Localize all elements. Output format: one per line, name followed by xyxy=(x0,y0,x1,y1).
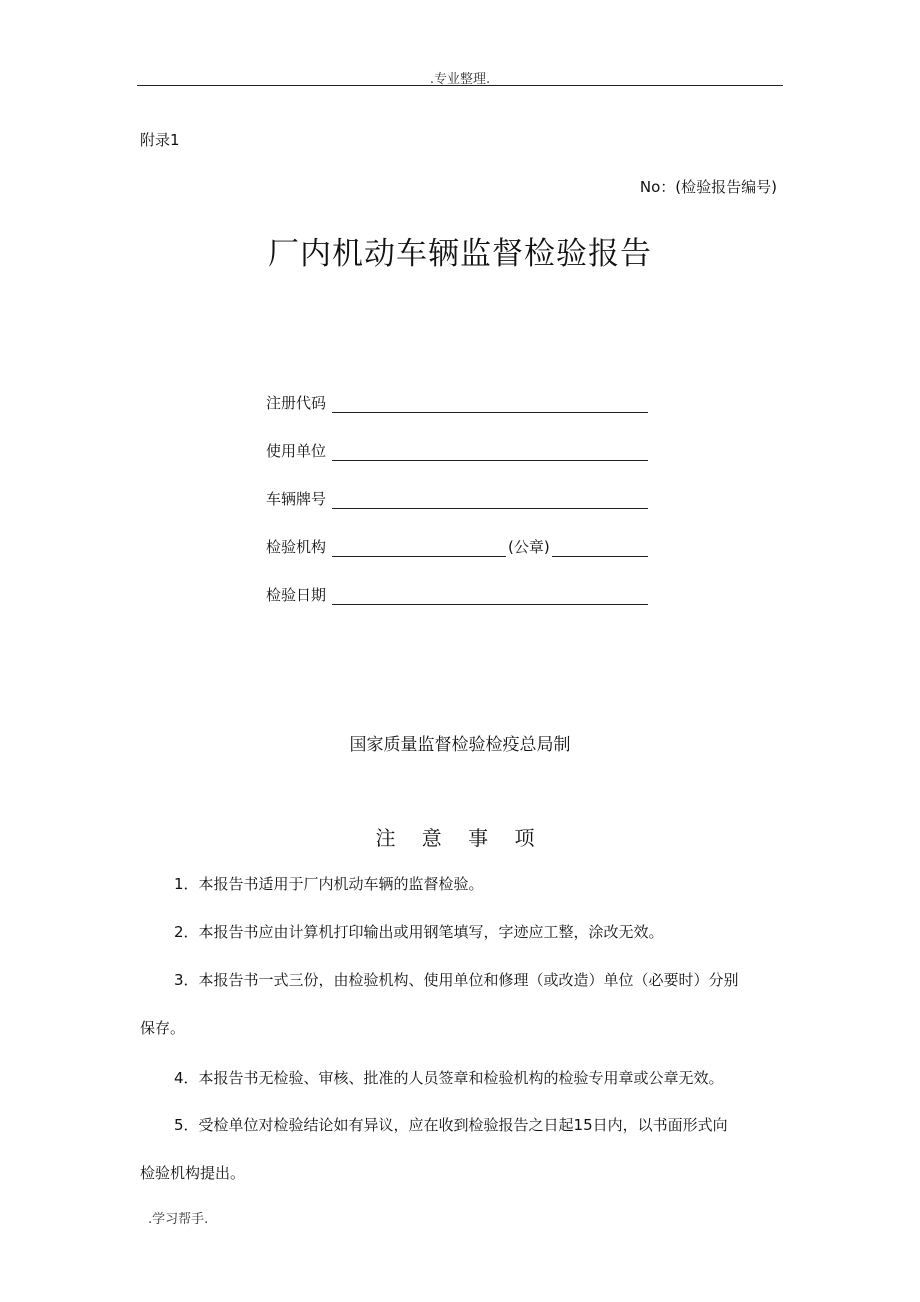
note-text: 检验机构提出。 xyxy=(140,1164,246,1182)
note-continuation xyxy=(140,1161,782,1185)
note-item xyxy=(140,872,782,896)
field-vehicle-plate xyxy=(266,485,648,509)
note-continuation xyxy=(140,1016,782,1040)
note-item xyxy=(140,1066,782,1090)
header-divider xyxy=(137,85,783,86)
note-text: 5．受检单位对检验结论如有异议，应在收到检验报告之日起15日内，以书面形式向 xyxy=(174,1116,728,1134)
note-text: 2．本报告书应由计算机打印输出或用钢笔填写，字迹应工整，涂改无效。 xyxy=(174,923,664,941)
field-label: 车辆牌号 xyxy=(266,490,327,508)
official-seal-note: (公章) xyxy=(508,538,550,556)
appendix-label: 附录1 xyxy=(140,131,180,149)
fill-in-line[interactable] xyxy=(332,508,648,509)
field-registration-code xyxy=(266,389,648,413)
field-label: 检验日期 xyxy=(266,586,327,604)
document-title: 厂内机动车辆监督检验报告 xyxy=(268,236,652,272)
field-inspection-agency xyxy=(266,533,648,557)
fill-in-line[interactable] xyxy=(332,460,648,461)
note-text: 1．本报告书适用于厂内机动车辆的监督检验。 xyxy=(174,875,484,893)
note-item xyxy=(140,1113,782,1137)
fill-in-line[interactable] xyxy=(332,604,648,605)
field-inspection-date xyxy=(266,581,648,605)
report-number: No：(检验报告编号) xyxy=(639,178,777,196)
page-footer: .学习帮手. xyxy=(148,1212,209,1227)
note-text: 保存。 xyxy=(140,1019,186,1037)
field-label: 检验机构 xyxy=(266,538,327,556)
field-label: 注册代码 xyxy=(266,394,327,412)
fill-in-line[interactable] xyxy=(332,412,648,413)
note-text: 4．本报告书无检验、审核、批准的人员签章和检验机构的检验专用章或公章无效。 xyxy=(174,1069,724,1087)
field-user-unit xyxy=(266,437,648,461)
note-item xyxy=(140,968,782,992)
field-label: 使用单位 xyxy=(266,442,327,460)
page-header: .专业整理. xyxy=(429,72,491,87)
note-text: 3．本报告书一式三份，由检验机构、使用单位和修理（或改造）单位（必要时）分别 xyxy=(174,971,739,989)
note-item xyxy=(140,920,782,944)
fill-in-line[interactable] xyxy=(332,556,648,557)
issuing-authority: 国家质量监督检验检疫总局制 xyxy=(349,735,571,755)
notes-title: 注 意 事 项 xyxy=(375,826,545,850)
